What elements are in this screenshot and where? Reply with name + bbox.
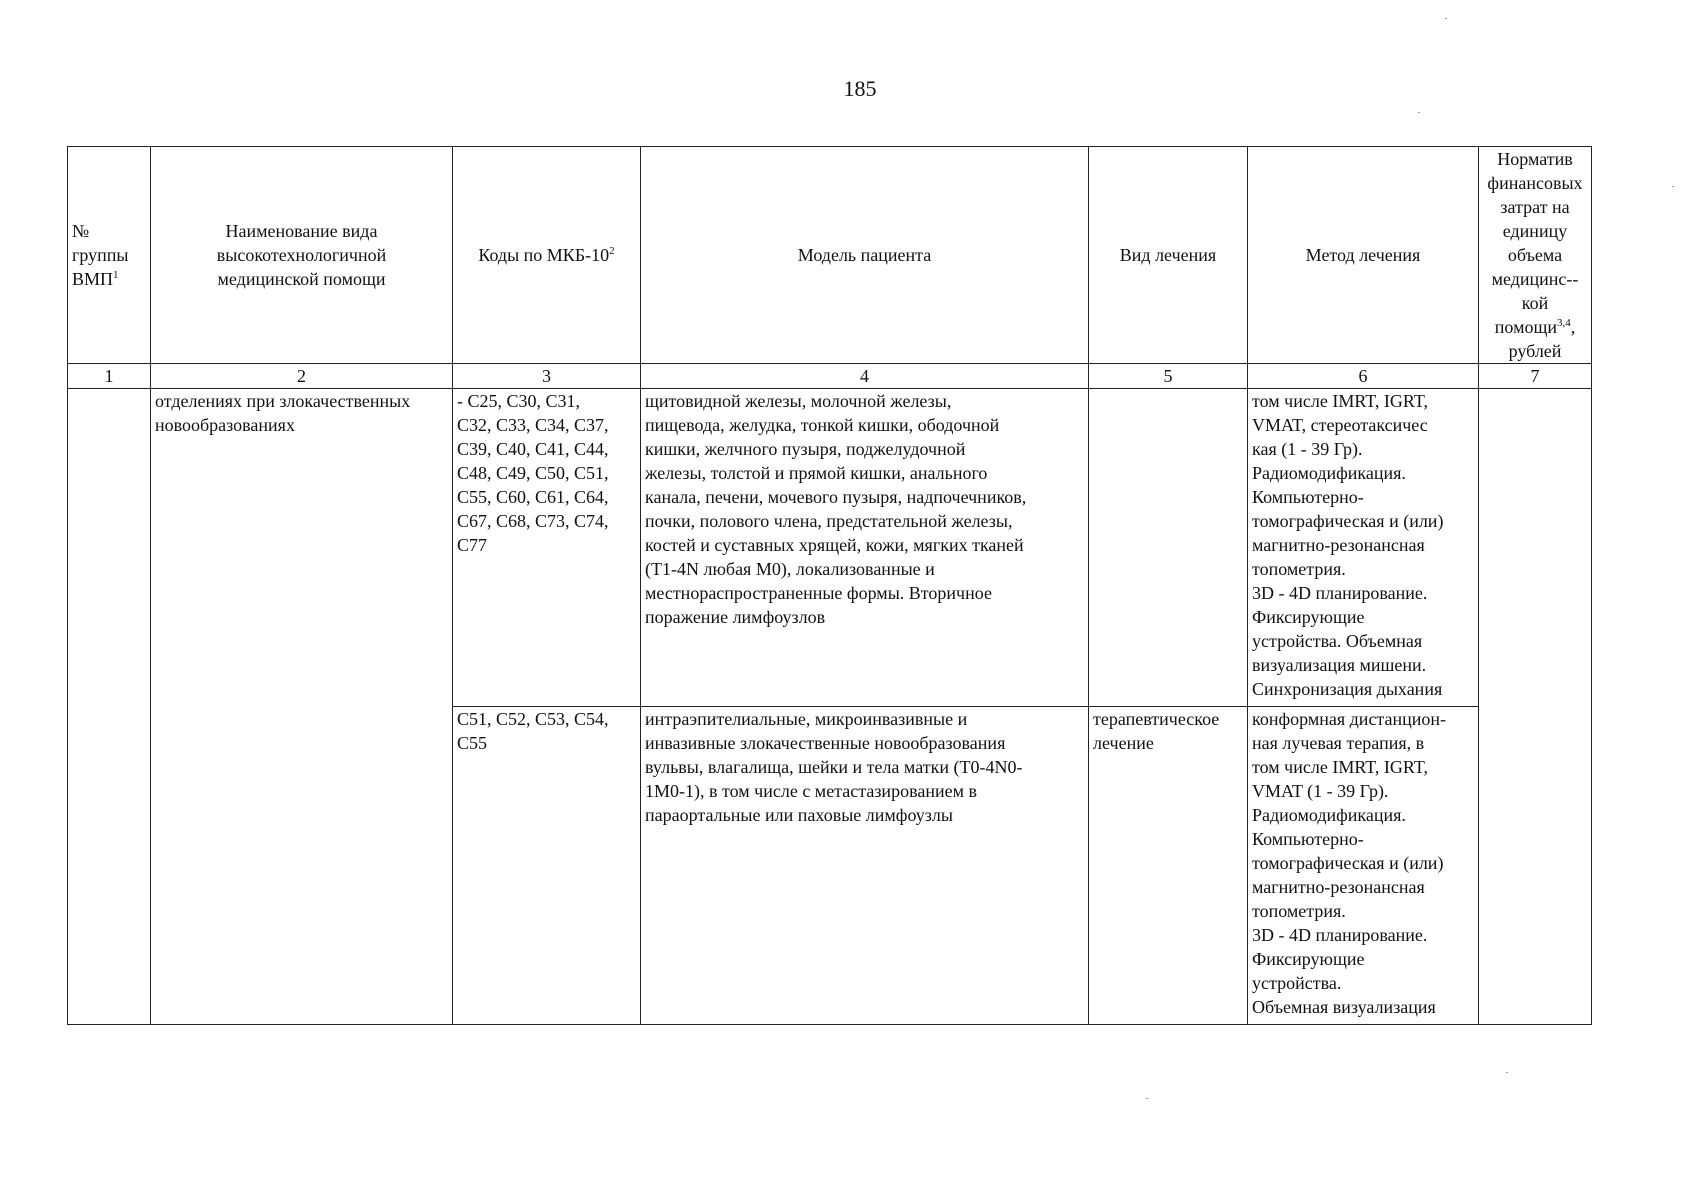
column-number-row [68,364,1592,389]
vmp-table [67,146,1592,1025]
header-treatment-method: Метод лечения [1248,147,1479,364]
cost-norm-cell [1479,389,1592,1025]
scan-speck [1672,186,1674,187]
treatment-type-cell: терапевтическое лечение [1089,707,1248,1025]
page-number: 185 [843,76,877,101]
column-number: 7 [1479,364,1592,389]
scan-speck [1418,112,1420,113]
patient-model-cell: интраэпителиальные, микроинвазивные и инвазивные злокачественные новообразования вульвы, влагалища, шейки и тела матки (T0-4N0- 1M0-1), в том числе с метастазированием в параортальные или паховые лимфоузлы [641,707,1089,1025]
group-number-cell [68,389,151,1025]
column-number: 5 [1089,364,1248,389]
column-number: 1 [68,364,151,389]
column-number: 2 [151,364,453,389]
scan-speck [1146,1098,1148,1099]
scan-speck [1445,18,1447,19]
treatment-method-cell: том числе IMRT, IGRT, VMAT, стереотаксичес кая (1 - 39 Гр). Радиомодификация. Компьютерно- томографическая и (или) магнитно-резонансная топометрия. 3D - 4D планирование. Фиксирующие устройства. Объемная визуализация мишени. Синхронизация дыхания [1248,389,1479,707]
vmp-name-cell: отделениях при злокачественных новообразованиях [151,389,453,1025]
treatment-method-cell: конформная дистанцион- ная лучевая терапия, в том числе IMRT, IGRT, VMAT (1 - 39 Гр). Радиомодификация. Компьютерно- томографическая и (или) магнитно-резонансная топометрия. 3D - 4D планирование. Фиксирующие устройства. Объемная визуализация [1248,707,1479,1025]
scan-speck [1506,1072,1508,1073]
header-icd-codes: Коды по МКБ-$10^2$ [453,147,641,364]
header-vmp-name: Наименование вида высокотехнологичной медицинской помощи [151,147,453,364]
header-treatment-type: Вид лечения [1089,147,1248,364]
header-row [68,147,1592,364]
table-row [68,389,1592,707]
treatment-type-cell [1089,389,1248,707]
column-number: 4 [641,364,1089,389]
column-number: 6 [1248,364,1479,389]
header-group-number: № группы ВМП$^1$ [68,147,151,364]
patient-model-cell: щитовидной железы, молочной железы, пищевода, желудка, тонкой кишки, ободочной кишки, желчного пузыря, поджелудочной железы, толстой и прямой кишки, анального канала, печени, мочевого пузыря, надпочечников, почки, полового члена, предстательной железы, костей и суставных хрящей, кожи, мягких тканей (T1-4N любая M0), локализованные и местнораспространенные формы. Вторичное поражение лимфоузлов [641,389,1089,707]
header-patient-model: Модель пациента [641,147,1089,364]
header-cost-norm: Норматив финансовых затрат на единицу объема медицинс-- кой помощи$^{3,4}$, рублей [1479,147,1592,364]
icd-codes-cell: C51, C52, C53, C54, C55 [453,707,641,1025]
icd-codes-cell: - C25, C30, C31, C32, C33, C34, C37, C39, C40, C41, C44, C48, C49, C50, C51, C55, C60, C61, C64, C67, C68, C73, C74, C77 [453,389,641,707]
column-number: 3 [453,364,641,389]
